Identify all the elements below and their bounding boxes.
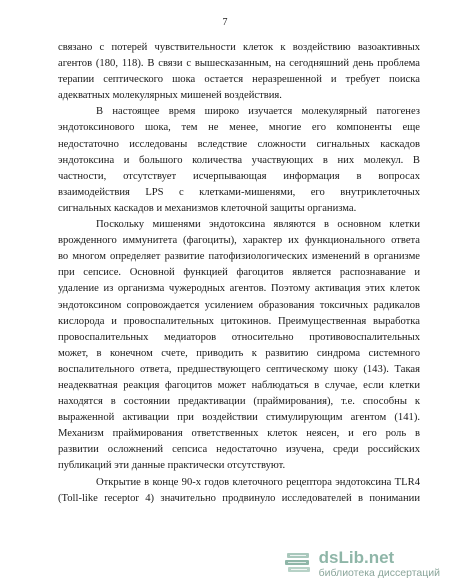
watermark-site-name: dsLib.net — [318, 547, 395, 567]
text-line: может, в конечном счете, приводить к развитию синдрома системного — [58, 347, 420, 359]
page-number: 7 — [222, 17, 228, 28]
text-line: терапии септического шока остается неразрешенной и требует поиска — [58, 74, 420, 86]
text-line: эндотоксином сопровождается усилением образования токсичных радикалов — [58, 299, 420, 311]
paragraph — [58, 40, 420, 104]
text-line: публикаций эти данные практически отсутствуют. — [58, 460, 286, 472]
site-watermark[interactable] — [284, 549, 440, 579]
stacked-books-icon — [284, 550, 314, 576]
text-line: (Toll-like receptor 4) значительно продвинуло исследователей в понимании — [58, 492, 420, 504]
text-line: удаление из организма чужеродных агентов. Поэтому активация этих клеток — [58, 283, 420, 295]
text-line: воспалительного ответа, предшествующего септическому шоку (143). Такая — [58, 363, 420, 375]
text-line: связано с потерей чувствительности клеток к воздействию вазоактивных — [58, 42, 420, 53]
document-body — [58, 40, 420, 507]
text-line: выраженной активации при воздействии стимулирующим агентом (141). — [58, 412, 420, 424]
paragraph — [58, 217, 420, 475]
text-line: эндотоксинового шока, тем не менее, многие его компоненты еще — [58, 122, 420, 134]
watermark-text — [319, 549, 440, 579]
text-line: неадекватная реакция фагоцитов может наблюдаться в случае, если клетки — [58, 379, 420, 391]
text-line: недостаточно исследованы вследствие сложности сигнальных каскадов — [58, 138, 420, 150]
text-line: адекватных молекулярных мишеней воздействия. — [58, 90, 282, 102]
text-line: Механизм праймирования ответственных клеток неясен, и его роль в — [58, 428, 420, 440]
text-line: врожденного иммунитета (фагоциты), характер их функционального ответа — [58, 235, 420, 247]
text-line: находятся в состоянии предактивации (праймирования), т.е. способны к — [58, 396, 420, 408]
text-line: эндотоксина и большого количества участвующих в них молекул. В — [58, 154, 420, 166]
text-line: кислорода и провоспалительных цитокинов. Преимущественная выработка — [58, 315, 420, 327]
text-line: сигнальных каскадов и механизмов клеточной защиты организма. — [58, 202, 357, 214]
text-line: агентов (180, 118). В связи с вышесказанным, на сегодняшний день проблема — [58, 58, 420, 70]
paragraph — [58, 475, 420, 507]
text-line: В настоящее время широко изучается молекулярный патогенез — [96, 106, 420, 118]
text-line: взаимодействия LPS с клетками-мишенями, его внутриклеточных — [58, 186, 420, 198]
text-line: Поскольку мишенями эндотоксина являются в основном клетки — [96, 219, 420, 231]
text-line: провоспалительных медиаторов относительно противовоспалительных — [58, 331, 420, 343]
text-line: при сепсисе. Основной функцией фагоцитов является распознавание и — [58, 267, 420, 279]
text-line: частности, отсутствует исчерпывающая информация в вопросах — [58, 170, 420, 182]
text-line: во многом определяет развитие патофизиологических изменений в организме — [58, 251, 420, 263]
text-line: развитии осложнений сепсиса недостаточно изучена, среди российских — [58, 444, 420, 456]
paragraph — [58, 104, 420, 217]
watermark-tagline: библиотека диссертаций — [318, 566, 440, 579]
text-line: Открытие в конце 90-х годов клеточного рецептора эндотоксина TLR4 — [96, 476, 420, 488]
